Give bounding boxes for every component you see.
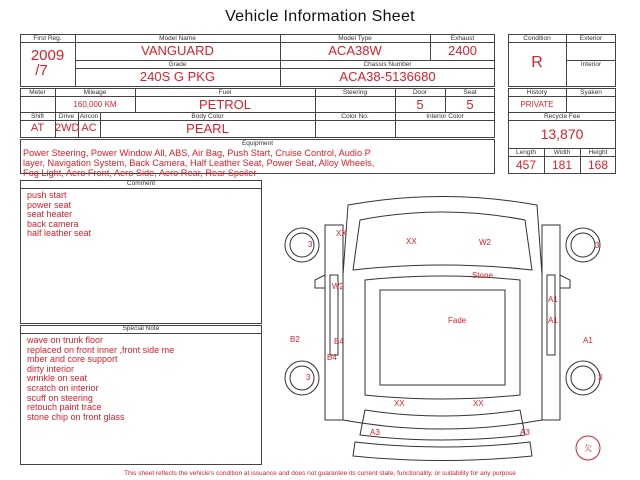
damage-label: A3 [370,428,380,437]
damage-label: W2 [479,238,491,247]
exterior-label: Exterior [579,35,603,42]
interior-color-label: Interior Color [426,113,464,120]
damage-label: 欠 [584,444,592,453]
model-name-label: Model Name [159,35,196,42]
equipment-label: Equipment [241,140,274,147]
chassis-label: Chassis Number [363,61,412,68]
damage-label: XX [406,237,417,246]
list-item: scratch on interior [27,382,99,393]
condition-value: R [531,54,543,71]
width-label: Width [553,149,571,156]
shift-label: Shift [30,113,44,120]
list-item: scuff on steering [27,392,93,403]
shift-value: AT [30,122,45,134]
grade-value: 240S G PKG [139,69,216,84]
seat-value: 5 [466,97,474,112]
damage-label: 3 [598,373,603,382]
model-type-value: ACA38W [328,43,382,58]
exhaust-label: Exhaust [450,35,475,42]
history-value: PRIVATE [520,100,554,109]
list-item: replaced on front inner ,front side me [27,344,175,355]
equipment-line: Fog Light, Aero Front, Aero Side, Aero Rear, Rear Spoiler [23,168,257,178]
equipment-line: layer, Navigation System, Back Camera, Half Leather Seat, Power Seat, Alloy Wheels, [23,158,375,168]
equipment-line: Power Steering, Power Window All, ABS, Air Bag, Push Start, Cruise Control, Audio P [23,148,371,158]
model-name-value: VANGUARD [141,43,214,58]
list-item: wrinkle on seat [27,373,88,384]
damage-label: A1 [548,295,558,304]
list-item: dirty interior [27,363,75,374]
damage-label: B4 [334,337,344,346]
steering-label: Steering [342,89,368,96]
list-item: push start [27,190,67,200]
length-label: Length [516,149,536,156]
list-item: back camera [27,218,79,229]
list-item: power seat [27,199,72,210]
damage-label: A3 [520,428,530,437]
special-note-label: Special Note [122,325,160,332]
damage-label: XX [336,229,347,238]
fuel-value: PETROL [198,97,251,112]
equipment-list [23,148,495,178]
aircon-value: AC [81,122,97,134]
comment-list [27,191,91,239]
first-reg-year: 2009 [30,47,65,64]
grade-label: Grade [168,61,187,68]
disclaimer-footer: This sheet reflects the vehicle's condition at issuance and does not guarantee its current state, functionality, or suitability for any purpose [124,470,516,477]
aircon-label: Aircon [79,113,99,120]
damage-label: Fade [448,316,467,325]
body-color-label: Body Color [191,113,224,120]
color-no-label: Color No. [341,113,369,120]
mileage-value: 160,000 KM [73,100,117,109]
damage-label: 3 [308,240,313,249]
exhaust-value: 2400 [448,43,477,58]
syaken-label: Syaken [580,89,602,96]
recycle-fee-label: Recycle Fee [543,113,581,120]
damage-label: A1 [548,316,558,325]
body-color-value: PEARL [186,121,229,136]
meter-label: Meter [29,89,46,96]
damage-label: B2 [290,335,300,344]
drive-label: Drive [58,113,75,120]
drive-value: 2WD [55,122,80,134]
car-condition-diagram [270,180,615,468]
interior-label: Interior [580,61,602,68]
damage-label: Stone [472,271,493,280]
list-item: seat heater [27,209,73,220]
door-label: Door [412,89,428,96]
condition-label: Condition [523,35,551,42]
first-reg-label: First Reg. [33,35,62,42]
recycle-fee-value: 13,870 [540,126,584,142]
special-note-list [27,336,174,422]
damage-label: XX [394,399,405,408]
chassis-value: ACA38-5136680 [339,69,436,84]
list-item: mber and core support [27,354,118,365]
door-value: 5 [416,97,424,112]
damage-label: 3 [306,373,311,382]
seat-label: Seat [463,89,477,96]
damage-label: W2 [332,282,344,291]
list-item: stone chip on front glass [27,411,125,422]
width-value: 181 [551,158,573,172]
mileage-label: Mileage [83,89,107,96]
model-type-label: Model Type [338,35,372,42]
damage-label: XX [473,399,484,408]
damage-label: A1 [583,336,593,345]
list-item: half leather seat [27,228,92,239]
height-value: 168 [587,158,609,172]
first-reg-month: /7 [35,62,48,79]
comment-label: Comment [126,180,156,187]
damage-label: 3 [595,241,600,250]
fuel-label: Fuel [218,89,232,96]
list-item: retouch paint trace [27,402,102,413]
height-label: Height [588,149,608,156]
list-item: wave on trunk floor [27,335,104,345]
damage-label: B4 [327,353,337,362]
page-title: Vehicle Information Sheet [225,8,415,25]
history-label: History [526,89,548,96]
length-value: 457 [515,158,537,172]
